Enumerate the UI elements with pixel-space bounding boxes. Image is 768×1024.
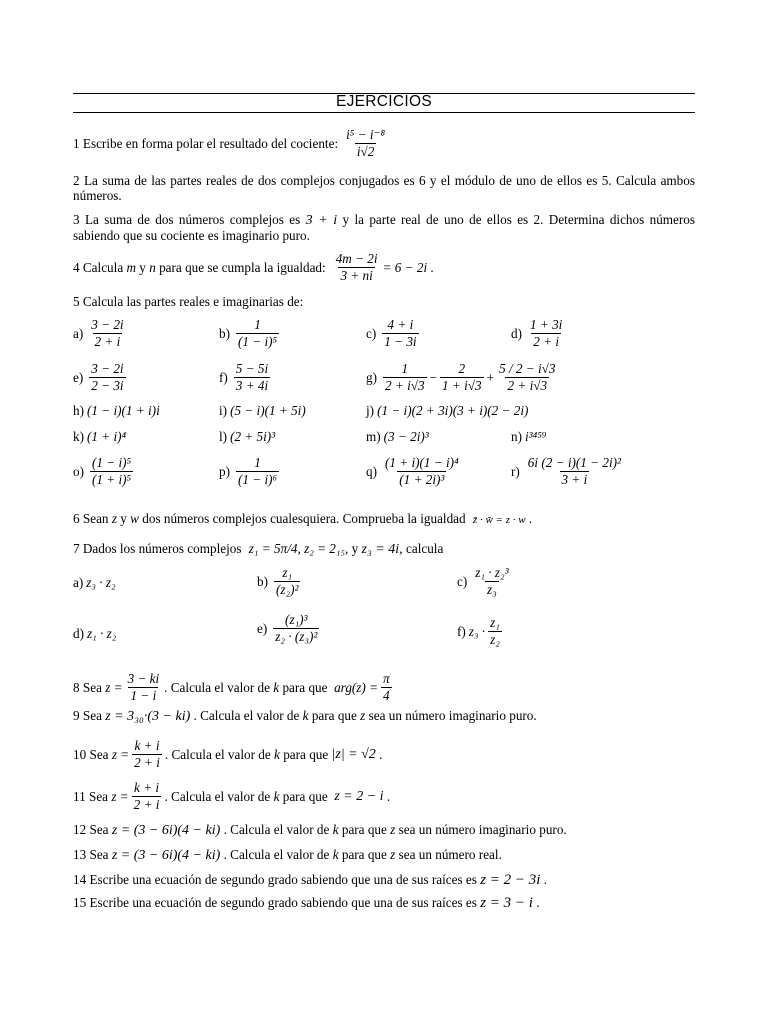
fraction-numerator: 4m − 2i bbox=[335, 251, 378, 266]
fraction-denominator: 2 + i bbox=[94, 334, 121, 349]
var-z: z bbox=[360, 708, 366, 723]
fraction-denominator: 2 + i bbox=[133, 797, 160, 812]
fraction-denominator: 4 bbox=[383, 688, 390, 703]
item-fraction bbox=[473, 566, 510, 597]
exercise-11 bbox=[73, 781, 390, 812]
period: . bbox=[528, 511, 533, 526]
exercise-13-text-d: sea un número real. bbox=[398, 847, 502, 862]
item-label: j) bbox=[366, 403, 375, 418]
exercise-8-text-a: 8 Sea bbox=[73, 679, 102, 695]
z1-definition: z₁ = 5π/4, bbox=[248, 541, 301, 556]
fraction-denominator: 3 + ni bbox=[340, 268, 373, 283]
item-5h bbox=[73, 403, 160, 419]
fraction-numerator: 2 bbox=[458, 361, 466, 376]
fraction-denominator: 1 − 3i bbox=[384, 334, 417, 349]
var-k: k bbox=[332, 822, 339, 837]
item-label: g) bbox=[366, 369, 377, 385]
exercise-8-text-c: para que bbox=[282, 679, 328, 695]
z2-definition: z₂ = 2₁₅, bbox=[304, 541, 349, 556]
item-fraction bbox=[440, 362, 484, 393]
exercise-9-text-d: sea un número imaginario puro. bbox=[368, 708, 537, 723]
item-fraction bbox=[526, 456, 623, 487]
var-w: w bbox=[130, 511, 139, 526]
item-5q bbox=[366, 456, 464, 487]
fraction-numerator: 6i (2 − i)(1 − 2i)² bbox=[527, 455, 621, 470]
item-5o bbox=[73, 456, 136, 487]
word-y: y bbox=[139, 259, 146, 275]
fraction-denominator: i√2 bbox=[356, 144, 375, 159]
exercise-1-text: 1 Escribe en forma polar el resultado del cociente: bbox=[73, 135, 339, 151]
fraction-numerator: 1 bbox=[254, 317, 261, 332]
operator: − bbox=[429, 369, 438, 385]
fraction-numerator: z₁ bbox=[490, 615, 500, 630]
exercise-6-text-b: dos números complejos cualesquiera. Comprueba la igualdad bbox=[142, 511, 466, 526]
item-5j bbox=[366, 403, 528, 419]
exercise-9-text-c: para que bbox=[311, 708, 357, 723]
item-label: l) bbox=[219, 429, 228, 444]
fraction-denominator: (z₂)² bbox=[276, 582, 299, 597]
item-5r bbox=[511, 456, 626, 487]
item-label: k) bbox=[73, 429, 84, 444]
exercise-7-text-a: 7 Dados los números complejos bbox=[73, 541, 242, 556]
exercise-4 bbox=[73, 252, 434, 283]
exercise-13-expression: z = (3 − 6i)(4 − ki) bbox=[111, 848, 221, 863]
exercise-9-text-b: . Calcula el valor de bbox=[193, 708, 300, 723]
exercise-15-text: 15 Escribe una ecuación de segundo grado sabiendo que una de sus raíces es bbox=[73, 895, 477, 910]
word-y: y bbox=[351, 541, 359, 556]
item-5p bbox=[219, 456, 282, 487]
fraction-denominator: 2 + i bbox=[533, 334, 560, 349]
exercise-8 bbox=[73, 672, 395, 703]
var-k: k bbox=[332, 847, 339, 862]
item-expression: (1 + i)⁴ bbox=[87, 429, 127, 444]
exercise-11-text-c: para que bbox=[282, 788, 328, 804]
item-fraction bbox=[497, 362, 557, 393]
item-7c bbox=[457, 566, 514, 597]
fraction-denominator: 1 − i bbox=[130, 688, 157, 703]
arg-expression: arg(z) = bbox=[334, 679, 379, 695]
fraction-numerator: 3 − 2i bbox=[91, 361, 124, 376]
fraction-numerator: i⁵ − i⁻⁸ bbox=[346, 127, 386, 142]
period: . bbox=[536, 895, 540, 910]
exercise-11-fraction bbox=[132, 781, 162, 812]
item-label: e) bbox=[73, 369, 84, 385]
item-7e bbox=[257, 613, 322, 644]
exercise-7 bbox=[73, 541, 443, 557]
item-label: q) bbox=[366, 463, 377, 479]
exercise-13 bbox=[73, 847, 502, 863]
item-label: f) bbox=[219, 369, 228, 385]
fraction-numerator: 1 + 3i bbox=[530, 317, 563, 332]
exercise-10-expression: |z| = √2 bbox=[331, 746, 376, 762]
item-fraction bbox=[89, 362, 125, 393]
fraction-denominator: (1 − i)⁶ bbox=[238, 472, 278, 487]
item-label: h) bbox=[73, 403, 84, 418]
var-z: z bbox=[390, 847, 396, 862]
item-label: a) bbox=[73, 575, 84, 590]
exercise-4-rhs: = 6 − 2i bbox=[382, 259, 428, 275]
exercise-15-expression: z = 3 − i bbox=[480, 895, 533, 911]
exercise-7-text-b: calcula bbox=[405, 541, 444, 556]
exercise-11-expression: z = 2 − i bbox=[334, 788, 384, 804]
exercise-14-text: 14 Escribe una ecuación de segundo grado sabiendo que una de sus raíces es bbox=[73, 872, 477, 887]
fraction-numerator: 5 − 5i bbox=[235, 361, 269, 376]
exercise-6-expression: z̄ · w̄ = z · w bbox=[472, 514, 526, 526]
fraction-numerator: 5 / 2 − i√3 bbox=[499, 361, 556, 376]
exercise-10-text-b: . Calcula el valor de bbox=[164, 746, 271, 762]
exercise-11-text-a: 11 Sea bbox=[73, 788, 109, 804]
exercise-12-text-a: 12 Sea bbox=[73, 822, 109, 837]
period: . bbox=[379, 746, 383, 762]
item-expression: z₁ · z₂ bbox=[87, 626, 117, 641]
exercise-3 bbox=[73, 212, 695, 243]
item-expression: (1 − i)(2 + 3i)(3 + i)(2 − 2i) bbox=[377, 403, 529, 418]
item-fraction bbox=[383, 362, 427, 393]
item-label: i) bbox=[219, 403, 228, 418]
item-fraction bbox=[89, 318, 125, 349]
item-fraction bbox=[273, 613, 319, 644]
exercise-4-text-b: para que se cumpla la igualdad: bbox=[159, 259, 326, 275]
fraction-denominator: (1 + i)⁵ bbox=[92, 472, 132, 487]
item-fraction bbox=[274, 566, 300, 597]
item-fraction bbox=[382, 318, 418, 349]
item-label: d) bbox=[511, 325, 522, 341]
z-equals: z = bbox=[111, 788, 129, 804]
item-label: b) bbox=[257, 573, 268, 589]
item-7d bbox=[73, 626, 116, 642]
z3-definition: z₃ = 4i, bbox=[361, 542, 403, 557]
exercise-9 bbox=[73, 708, 537, 724]
item-label: f) bbox=[457, 623, 466, 639]
fraction-denominator: 1 + i√3 bbox=[442, 378, 482, 393]
item-5i bbox=[219, 403, 306, 419]
item-label: r) bbox=[511, 463, 520, 479]
exercise-10-text-c: para que bbox=[283, 746, 329, 762]
var-z: z bbox=[390, 822, 396, 837]
fraction-numerator: π bbox=[383, 671, 390, 686]
exercise-15 bbox=[73, 895, 540, 911]
item-label: e) bbox=[257, 620, 268, 636]
item-5c bbox=[366, 318, 422, 349]
exercise-12-text-d: sea un número imaginario puro. bbox=[398, 822, 567, 837]
item-5m bbox=[366, 429, 429, 445]
item-label: d) bbox=[73, 626, 84, 641]
exercise-13-text-a: 13 Sea bbox=[73, 847, 109, 862]
item-label: p) bbox=[219, 463, 230, 479]
fraction-denominator: 2 − 3i bbox=[91, 378, 124, 393]
item-label: c) bbox=[366, 325, 377, 341]
var-z: z bbox=[111, 511, 117, 526]
fraction-numerator: 4 + i bbox=[387, 317, 414, 332]
exercise-6 bbox=[73, 511, 532, 528]
operator: + bbox=[486, 369, 495, 385]
fraction-numerator: 1 bbox=[401, 361, 409, 376]
exercise-4-text-a: 4 Calcula bbox=[73, 259, 124, 275]
item-5g bbox=[366, 362, 561, 393]
pi-over-4-fraction bbox=[381, 672, 392, 703]
fraction-numerator: 3 − 2i bbox=[91, 317, 124, 332]
item-label: b) bbox=[219, 325, 230, 341]
fraction-denominator: 2 + i bbox=[134, 755, 160, 770]
exercise-6-text-a: 6 Sean bbox=[73, 511, 109, 526]
item-expression: z₃ · z₂ bbox=[86, 575, 116, 590]
fraction-numerator: (1 − i)⁵ bbox=[92, 455, 132, 470]
item-fraction bbox=[236, 318, 279, 349]
fraction-denominator: 3 + i bbox=[561, 472, 588, 487]
exercise-4-fraction bbox=[334, 252, 380, 283]
exercise-3-text-a: 3 La suma de dos números complejos es bbox=[73, 212, 301, 227]
item-fraction bbox=[236, 456, 279, 487]
item-label: m) bbox=[366, 429, 381, 444]
page-title: EJERCICIOS bbox=[335, 93, 432, 110]
exercise-10 bbox=[73, 739, 382, 770]
item-fraction bbox=[90, 456, 133, 487]
word-y: y bbox=[120, 511, 127, 526]
item-5k bbox=[73, 429, 126, 445]
var-k: k bbox=[273, 788, 280, 804]
fraction-numerator: (z₁)³ bbox=[285, 612, 308, 627]
item-5b bbox=[219, 318, 282, 349]
period: . bbox=[543, 872, 548, 887]
item-7b bbox=[257, 566, 303, 597]
fraction-denominator: (1 + 2i)³ bbox=[399, 472, 445, 487]
fraction-numerator: z₁ · z₂³ bbox=[475, 565, 509, 580]
exercise-3-text-b: y la parte real de uno de ellos es 2. Determina dichos números sabiendo que su cociente es imaginario puro. bbox=[73, 212, 696, 243]
title-underline bbox=[73, 112, 695, 113]
exercise-3-expression: 3 + i bbox=[305, 213, 338, 228]
item-expression: (2 + 5i)³ bbox=[230, 429, 276, 444]
exercise-1-fraction bbox=[344, 128, 387, 159]
item-5n bbox=[511, 429, 546, 445]
item-expression: (5 − i)(1 + 5i) bbox=[230, 403, 306, 418]
item-fraction bbox=[234, 362, 270, 393]
exercise-9-text-a: 9 Sea bbox=[73, 708, 102, 723]
item-7a bbox=[73, 575, 116, 591]
item-fraction bbox=[383, 456, 461, 487]
fraction-numerator: k + i bbox=[134, 738, 160, 753]
var-n: n bbox=[149, 259, 156, 275]
fraction-denominator: 2 + i√3 bbox=[385, 378, 425, 393]
var-k: k bbox=[302, 708, 309, 723]
fraction-denominator: z₂ · (z₃)² bbox=[275, 629, 318, 644]
period: . bbox=[386, 788, 391, 804]
item-expression: i³⁴⁵⁹ bbox=[525, 429, 547, 444]
exercise-14 bbox=[73, 872, 547, 888]
exercise-10-fraction bbox=[132, 739, 162, 770]
item-5d bbox=[511, 318, 567, 349]
item-label: o) bbox=[73, 463, 84, 479]
exercise-5: 5 Calcula las partes reales e imaginarias de: bbox=[73, 294, 304, 309]
exercise-13-text-b: . Calcula el valor de bbox=[223, 847, 330, 862]
item-label: a) bbox=[73, 325, 84, 341]
fraction-numerator: z₁ bbox=[282, 565, 293, 580]
exercise-11-text-b: . Calcula el valor de bbox=[164, 788, 271, 804]
fraction-numerator: 3 − ki bbox=[127, 671, 160, 686]
var-k: k bbox=[274, 746, 280, 762]
item-expression: (3 − 2i)³ bbox=[383, 429, 429, 444]
item-label: c) bbox=[457, 573, 468, 589]
item-expression: z₃ · bbox=[468, 623, 486, 639]
exercise-1 bbox=[73, 128, 390, 159]
var-k: k bbox=[273, 679, 280, 695]
item-5e bbox=[73, 362, 129, 393]
exercise-12-text-c: para que bbox=[341, 822, 387, 837]
item-expression: (1 − i)(1 + i)i bbox=[87, 403, 160, 418]
exercise-12-expression: z = (3 − 6i)(4 − ki) bbox=[111, 823, 221, 838]
item-fraction bbox=[488, 616, 502, 647]
exercise-10-text-a: 10 Sea bbox=[73, 746, 109, 762]
exercise-2: 2 La suma de las partes reales de dos complejos conjugados es 6 y el módulo de uno de ellos es 5. Calcula ambos números. bbox=[73, 173, 695, 203]
var-m: m bbox=[126, 259, 136, 275]
item-7f bbox=[457, 616, 505, 647]
fraction-numerator: 1 bbox=[254, 455, 261, 470]
item-fraction bbox=[528, 318, 564, 349]
z-equals: z = bbox=[111, 746, 130, 762]
exercise-14-expression: z = 2 − 3i bbox=[480, 872, 541, 888]
item-label: n) bbox=[511, 429, 522, 444]
fraction-numerator: (1 + i)(1 − i)⁴ bbox=[385, 455, 459, 470]
fraction-denominator: 3 + 4i bbox=[235, 378, 269, 393]
fraction-denominator: z₃ bbox=[487, 582, 497, 597]
fraction-numerator: k + i bbox=[134, 780, 160, 795]
item-5a bbox=[73, 318, 129, 349]
fraction-denominator: z₂ bbox=[490, 632, 500, 647]
exercise-9-expression: z = 3₃₀·(3 − ki) bbox=[105, 709, 191, 724]
exercise-8-fraction bbox=[126, 672, 162, 703]
period: . bbox=[430, 259, 434, 275]
exercise-12 bbox=[73, 822, 567, 838]
item-5f bbox=[219, 362, 273, 393]
item-5l bbox=[219, 429, 275, 445]
exercise-13-text-c: para que bbox=[341, 847, 387, 862]
z-equals: z = bbox=[105, 679, 123, 695]
exercise-8-text-b: . Calcula el valor de bbox=[164, 679, 270, 695]
fraction-denominator: (1 − i)⁵ bbox=[238, 334, 278, 349]
fraction-denominator: 2 + i√3 bbox=[507, 378, 548, 393]
exercise-12-text-b: . Calcula el valor de bbox=[223, 822, 330, 837]
